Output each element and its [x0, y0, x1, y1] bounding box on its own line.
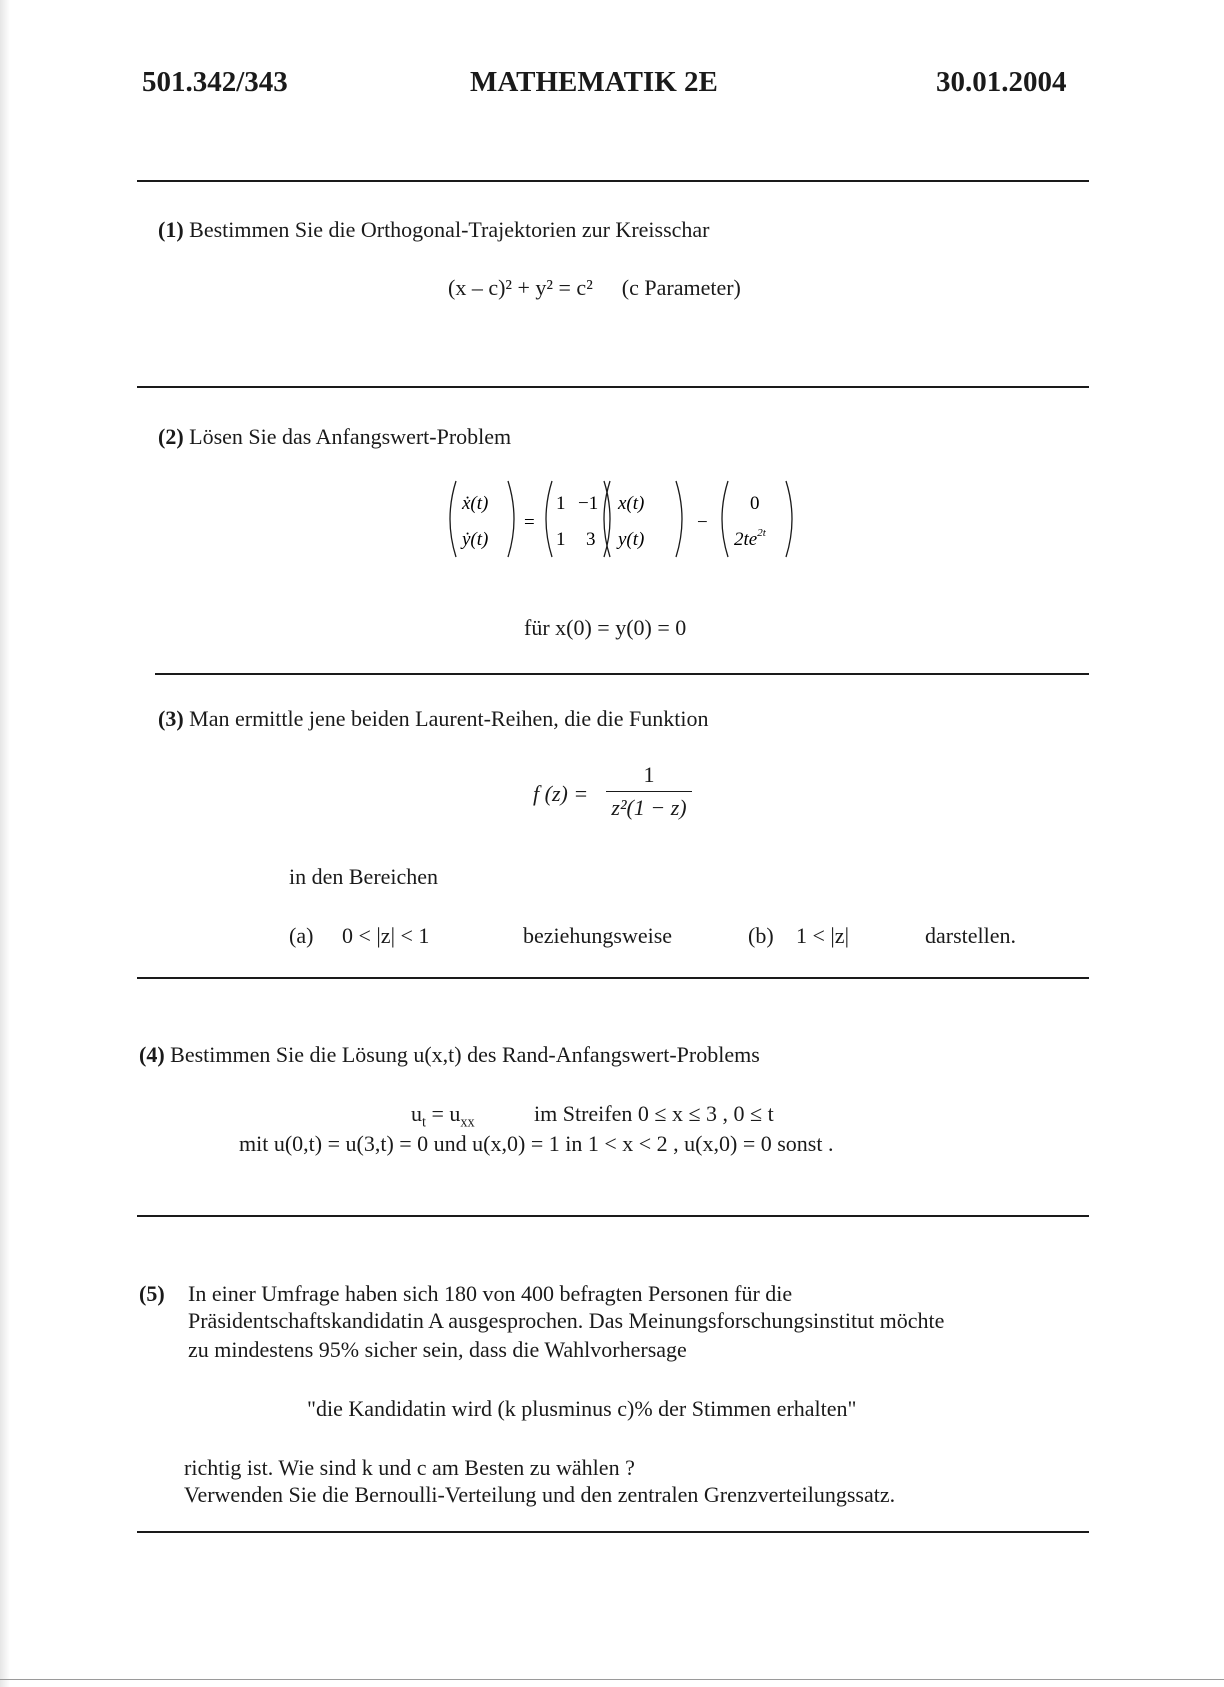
divider-6 — [137, 1531, 1089, 1533]
regions-intro: in den Bereichen — [289, 864, 439, 889]
problem-1-statement — [158, 217, 710, 243]
part-b-region: 1 < |z| — [796, 923, 849, 948]
matrix-a21: 1 — [556, 529, 566, 550]
function-fraction — [606, 762, 692, 821]
problem-5-line-2: Präsidentschaftskandidatin A ausgesprochen. Das Meinungsforschungsinstitut möchte — [188, 1308, 945, 1333]
initial-condition: für x(0) = y(0) = 0 — [524, 615, 687, 640]
matrix-a22: 3 — [586, 529, 596, 550]
vec-lhs-top: ẋ(t) — [462, 493, 489, 514]
course-code: 501.342/343 — [142, 66, 288, 98]
pde-lhs: $u_t$ — [411, 1101, 426, 1131]
minus-sign: − — [697, 512, 708, 533]
divider-5 — [137, 1215, 1089, 1217]
problem-1-formula — [448, 275, 741, 301]
problem-4-text: Bestimmen Sie die Lösung u(x,t) des Rand-Anfangswert-Problems — [170, 1042, 760, 1067]
circle-family-equation: (x – c)² + y² = c² — [448, 275, 593, 300]
problem-2-number: (2) — [158, 424, 184, 449]
boundary-conditions: mit u(0,t) = u(3,t) = 0 und u(x,0) = 1 in 1 < x < 2 , u(x,0) = 0 sonst . — [239, 1131, 834, 1156]
problem-3-text: Man ermittle jene beiden Laurent-Reihen, die die Funktion — [189, 706, 709, 731]
part-b-label: (b) — [748, 923, 774, 948]
problem-2-text: Lösen Sie das Anfangswert-Problem — [189, 424, 512, 449]
divider-2 — [137, 386, 1089, 388]
exam-date: 30.01.2004 — [936, 66, 1067, 98]
problem-4-statement — [139, 1042, 760, 1068]
vec-rhs-bottom: $2te^{2t}$ — [734, 527, 766, 550]
scan-bottom-edge — [0, 1679, 1224, 1680]
pde-rhs: = $u_{xx}$ — [425, 1101, 475, 1131]
divider-4 — [137, 977, 1089, 979]
exam-title: MATHEMATIK 2E — [470, 66, 718, 98]
problem-4-number: (4) — [139, 1042, 165, 1067]
problem-5-hint: Verwenden Sie die Bernoulli-Verteilung und den zentralen Grenzverteilungssatz. — [184, 1482, 896, 1507]
equals-sign: = — [524, 512, 535, 533]
part-a-label: (a) — [289, 923, 314, 948]
divider-3 — [155, 673, 1089, 675]
matrix-a11: 1 — [556, 493, 566, 514]
matrix-a12: −1 — [578, 493, 599, 514]
part-a-region: 0 < |z| < 1 — [342, 923, 430, 948]
problem-3-statement — [158, 706, 708, 732]
connector-text: beziehungsweise — [523, 923, 673, 948]
scan-edge-shadow — [0, 0, 10, 1687]
vec-lhs-bottom: ẏ(t) — [462, 529, 489, 550]
problem-5-line-3: zu mindestens 95% sicher sein, dass die Wahlvorhersage — [188, 1337, 687, 1362]
vec-rhs-top: 0 — [750, 493, 760, 514]
divider-1 — [137, 180, 1089, 182]
problem-1-text: Bestimmen Sie die Orthogonal-Trajektorien zur Kreisschar — [189, 217, 710, 242]
prediction-quote: "die Kandidatin wird (k plusminus c)% der Stimmen erhalten" — [307, 1396, 857, 1421]
heat-equation — [411, 1101, 475, 1131]
pde-domain: im Streifen 0 ≤ x ≤ 3 , 0 ≤ t — [534, 1101, 774, 1126]
fraction-numerator: 1 — [643, 762, 655, 787]
ode-system-formula — [440, 477, 800, 561]
problem-2-statement — [158, 424, 511, 450]
ending-text: darstellen. — [925, 923, 1017, 948]
problem-1-number: (1) — [158, 217, 184, 242]
vec-xy-bottom: y(t) — [618, 529, 645, 550]
problem-3-number: (3) — [158, 706, 184, 731]
problem-5-number: (5) — [139, 1281, 165, 1306]
vec-xy-top: x(t) — [618, 493, 645, 514]
problem-5-question: richtig ist. Wie sind k und c am Besten zu wählen ? — [184, 1455, 635, 1480]
fraction-denominator: z²(1 − z) — [611, 795, 687, 820]
parameter-note: (c Parameter) — [621, 275, 741, 300]
fraction-bar — [606, 791, 692, 792]
problem-5-line-1: In einer Umfrage haben sich 180 von 400 befragten Personen für die — [188, 1281, 793, 1306]
function-lhs: f (z) = — [533, 781, 589, 806]
